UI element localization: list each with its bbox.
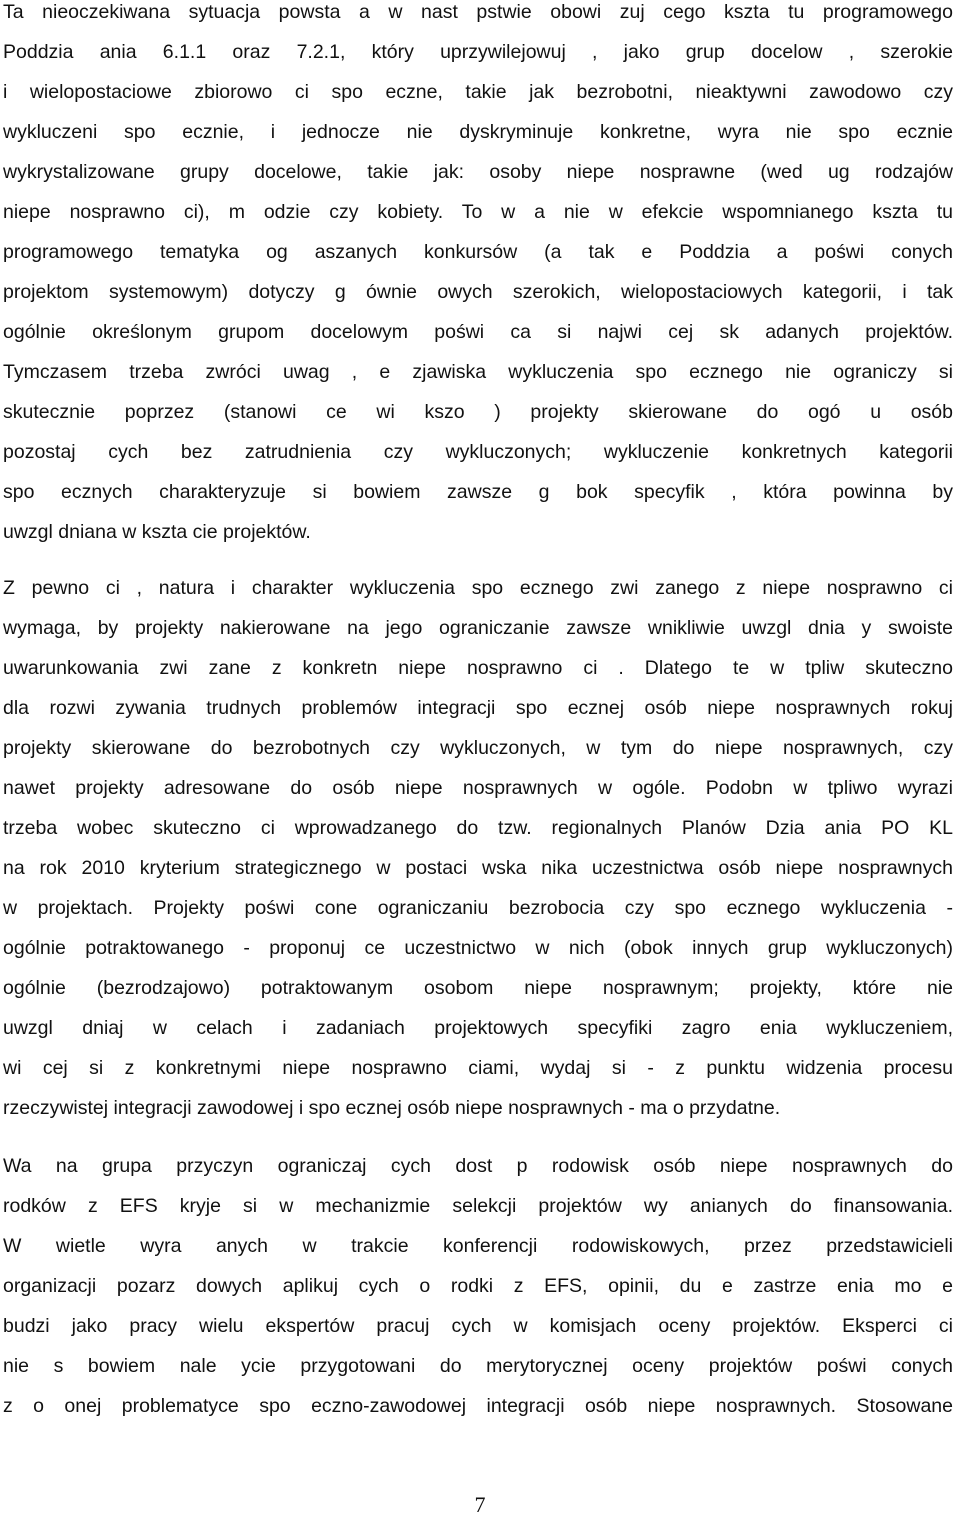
text-line: wymaga, by projekty nakierowane na jego ograniczanie zawsze wnikliwie uwzgl dnia y swoiste: [3, 617, 953, 639]
text-line: nie s bowiem nale ycie przygotowani do merytorycznej oceny projektów poświ conych: [3, 1355, 953, 1377]
text-line: na rok 2010 kryterium strategicznego w postaci wska nika uczestnictwa osób niepe nosprawnych: [3, 857, 953, 879]
text-line: niepe nosprawno ci), m odzie czy kobiety. To w a nie w efekcie wspomnianego kszta tu: [3, 201, 953, 223]
text-line: ogólnie określonym grupom docelowym poświ ca si najwi cej sk adanych projektów.: [3, 321, 953, 343]
text-line: nawet projekty adresowane do osób niepe nosprawnych w ogóle. Podobn w tpliwo wyrazi: [3, 777, 953, 799]
text-line: programowego tematyka og aszanych konkursów (a tak e Poddzia a poświ conych: [3, 241, 953, 263]
text-line: spo ecznych charakteryzuje si bowiem zawsze g bok specyfik , która powinna by: [3, 481, 953, 503]
text-line: rzeczywistej integracji zawodowej i spo ecznej osób niepe nosprawnych - ma o przydatne.: [3, 1097, 781, 1119]
text-line: Poddzia ania 6.1.1 oraz 7.2.1, który uprzywilejowuj , jako grup docelow , szerokie: [3, 41, 953, 63]
text-line: projektom systemowym) dotyczy g ównie owych szerokich, wielopostaciowych kategorii, i tak: [3, 281, 953, 303]
text-line: W wietle wyra anych w trakcie konferencji rodowiskowych, przez przedstawicieli: [3, 1235, 953, 1257]
text-line: organizacji pozarz dowych aplikuj cych o rodki z EFS, opinii, du e zastrze enia mo e: [3, 1275, 953, 1297]
paragraph-3: [3, 1146, 953, 1426]
text-line: wykrystalizowane grupy docelowe, takie jak: osoby niepe nosprawne (wed ug rodzajów: [3, 161, 953, 183]
text-line: uwarunkowania zwi zane z konkretn niepe nosprawno ci . Dlatego te w tpliw skuteczno: [3, 657, 953, 679]
text-line: budzi jako pracy wielu ekspertów pracuj cych w komisjach oceny projektów. Eksperci ci: [3, 1315, 953, 1337]
text-line: uwzgl dniana w kszta cie projektów.: [3, 521, 311, 543]
text-line: ogólnie potraktowanego - proponuj ce uczestnictwo w nich (obok innych grup wykluczonych): [3, 937, 953, 959]
text-line: ogólnie (bezrodzajowo) potraktowanym osobom niepe nosprawnym; projekty, które nie: [3, 977, 953, 999]
text-line: trzeba wobec skuteczno ci wprowadzanego do tzw. regionalnych Planów Dzia ania PO KL: [3, 817, 953, 839]
page-number: 7: [474, 1492, 486, 1517]
text-line: wi cej si z konkretnymi niepe nosprawno ciami, wydaj si - z punktu widzenia procesu: [3, 1057, 953, 1079]
text-line: Wa na grupa przyczyn ograniczaj cych dost p rodowisk osób niepe nosprawnych do: [3, 1155, 953, 1177]
text-line: uwzgl dniaj w celach i zadaniach projektowych specyfiki zagro enia wykluczeniem,: [3, 1017, 953, 1039]
text-line: Tymczasem trzeba zwróci uwag , e zjawiska wykluczenia spo ecznego nie ograniczy si: [3, 361, 953, 383]
text-line: z o onej problematyce spo eczno-zawodowej integracji osób niepe nosprawnych. Stosowane: [3, 1395, 953, 1417]
text-line: Ta nieoczekiwana sytuacja powsta a w nast pstwie obowi zuj cego kszta tu programowego: [3, 1, 953, 23]
paragraph-2: [3, 568, 953, 1128]
text-line: rodków z EFS kryje si w mechanizmie selekcji projektów wy anianych do finansowania.: [3, 1195, 953, 1217]
text-line: dla rozwi zywania trudnych problemów integracji spo ecznej osób niepe nosprawnych rokuj: [3, 697, 953, 719]
paragraph-1: [3, 0, 953, 552]
text-line: wykluczeni spo ecznie, i jednocze nie dyskryminuje konkretne, wyra nie spo ecznie: [3, 121, 953, 143]
text-line: projekty skierowane do bezrobotnych czy wykluczonych, w tym do niepe nosprawnych, czy: [3, 737, 953, 759]
text-line: w projektach. Projekty poświ cone ograniczaniu bezrobocia czy spo ecznego wykluczenia -: [3, 897, 953, 919]
text-line: pozostaj cych bez zatrudnienia czy wykluczonych; wykluczenie konkretnych kategorii: [3, 441, 953, 463]
text-line: i wielopostaciowe zbiorowo ci spo eczne, takie jak bezrobotni, nieaktywni zawodowo czy: [3, 81, 953, 103]
text-line: Z pewno ci , natura i charakter wykluczenia spo ecznego zwi zanego z niepe nosprawno ci: [3, 577, 953, 599]
text-line: skutecznie poprzez (stanowi ce wi kszo ) projekty skierowane do ogó u osób: [3, 401, 953, 423]
